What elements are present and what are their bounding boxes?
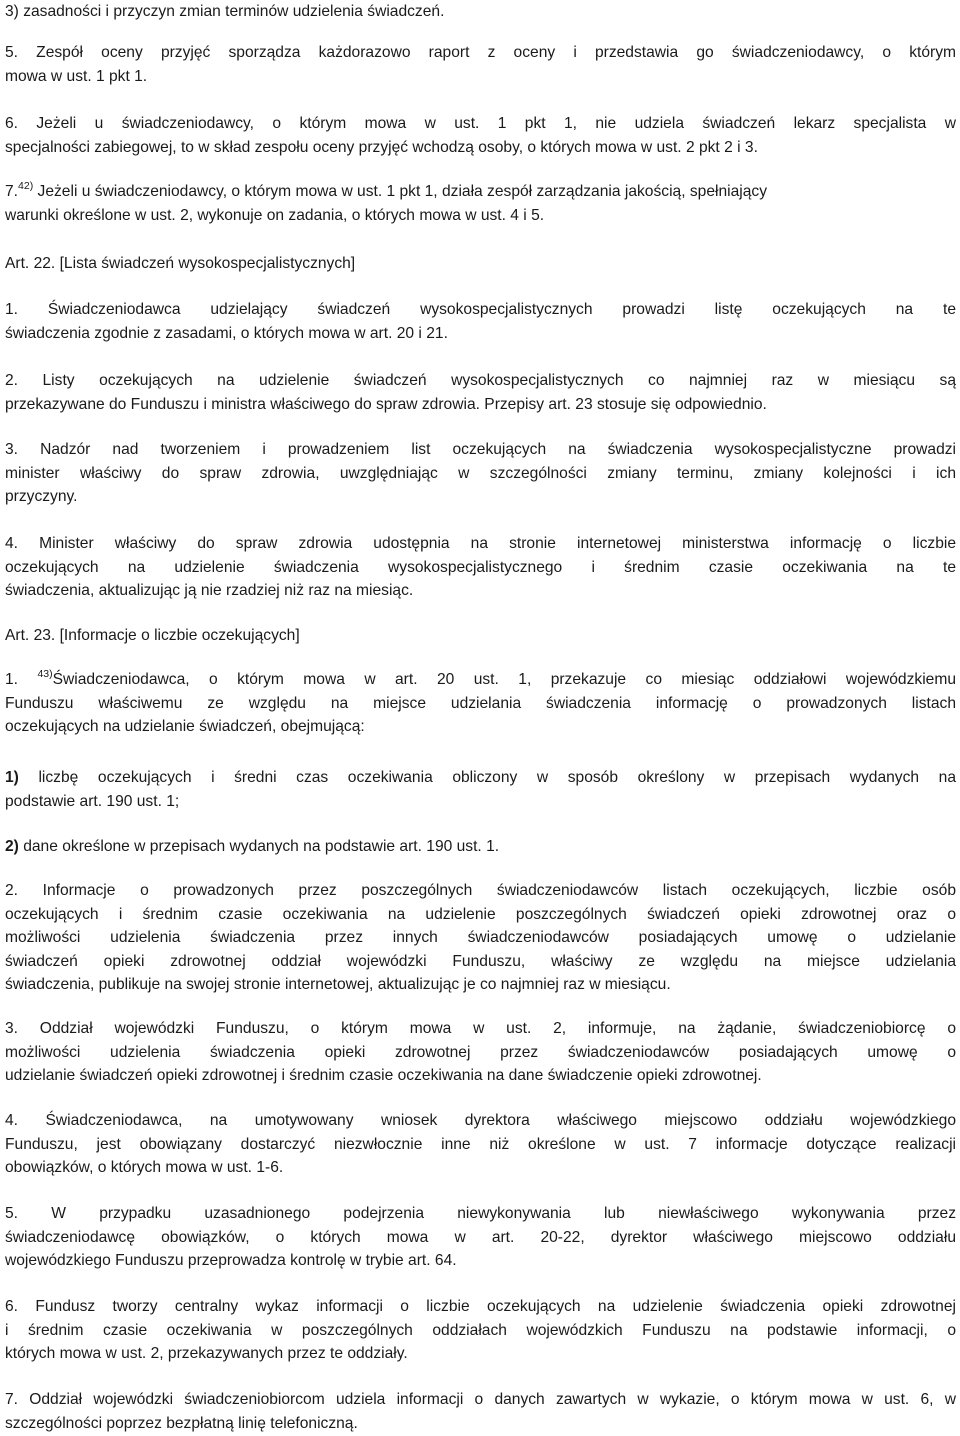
paragraph-6 bbox=[5, 112, 956, 159]
art23-paragraph-4 bbox=[5, 1109, 956, 1180]
art22-paragraph-4 bbox=[5, 532, 956, 603]
text-line: Funduszu właściwemu ze względu na miejsce udzielania świadczenia informację o prowadzonych listach bbox=[5, 694, 956, 712]
text-line: 3. Nadzór nad tworzeniem i prowadzeniem list oczekujących na świadczenia wysokospecjalistyczne prowadzi bbox=[5, 441, 956, 458]
text-line: możliwości udzielenia świadczenia przez innych świadczeniodawców posiadających umowę o udzielanie bbox=[5, 929, 956, 946]
text-line: 7. Oddział wojewódzki świadczeniobiorcom udziela informacji o danych zawartych w wykazie, o którym mowa w ust. 6, w bbox=[5, 1391, 956, 1408]
text-line: specjalności zabiegowej, to w skład zespołu oceny przyjęć wchodzą osoby, o których mowa w ust. 2 pkt 2 i 3. bbox=[5, 138, 758, 156]
text-line: 6. Fundusz tworzy centralny wykaz informacji o liczbie oczekujących na udzielenie świadczenia opieki zdrowotnej bbox=[5, 1298, 956, 1315]
text-line: 4. Minister właściwy do spraw zdrowia udostępnia na stronie internetowej ministerstwa informację o liczbie bbox=[5, 535, 956, 552]
text-line: których mowa w ust. 2, przekazywanych przez te oddziały. bbox=[5, 1345, 408, 1362]
art23-point-1 bbox=[5, 766, 956, 813]
text-segment: Jeżeli u świadczeniodawcy, o którym mowa w ust. 1 pkt 1, działa zespół zarządzania jakością, spełniający bbox=[33, 183, 768, 200]
art22-paragraph-2 bbox=[5, 369, 956, 416]
text-line: świadczenia zgodnie z zasadami, o których mowa w art. 20 i 21. bbox=[5, 324, 448, 342]
point-number: 1) bbox=[5, 769, 19, 786]
art22-paragraph-1 bbox=[5, 298, 956, 345]
text-line: 4. Świadczeniodawca, na umotywowany wniosek dyrektora właściwego miejscowo oddziału wojewódzkiego bbox=[5, 1112, 956, 1129]
text-line: świadczeniodawcę obowiązków, o których mowa w art. 20-22, dyrektor właściwego miejscowo oddziału bbox=[5, 1228, 956, 1246]
art23-paragraph-6 bbox=[5, 1295, 956, 1366]
footnote-ref: 43) bbox=[37, 667, 53, 680]
item-number: 1. bbox=[5, 671, 38, 688]
text-line: 5. Zespół oceny przyjęć sporządza każdorazowo raport z oceny i przedstawia go świadczeniodawcy, o którym bbox=[5, 44, 956, 61]
paragraph-7 bbox=[5, 180, 767, 227]
text-line: 2. Informacje o prowadzonych przez poszczególnych świadczeniodawców listach oczekujących, liczbie osób bbox=[5, 882, 956, 899]
paragraph-5 bbox=[5, 41, 956, 88]
text-line: 3. Oddział wojewódzki Funduszu, o którym mowa w ust. 2, informuje, na żądanie, świadczeniobiorcę o bbox=[5, 1020, 956, 1037]
art23-paragraph-3 bbox=[5, 1017, 956, 1088]
text-line bbox=[5, 668, 956, 692]
article-22-heading bbox=[5, 252, 355, 276]
text-segment: liczbę oczekujących i średni czas oczekiwania obliczony w sposób określony w przepisach wydanych na bbox=[18, 769, 956, 786]
text-line: i średnim czasie oczekiwania w poszczególnych oddziałach wojewódzkich Funduszu na podstawie informacji, o bbox=[5, 1321, 956, 1339]
text-line: świadczeń opieki zdrowotnej oddział wojewódzki Funduszu, właściwy ze względu na miejsce udzielania bbox=[5, 952, 956, 970]
article-23-heading bbox=[5, 624, 300, 648]
text-line: podstawie art. 190 ust. 1; bbox=[5, 792, 180, 810]
text-line: świadczenia, publikuje na swojej stronie internetowej, aktualizując je co najmniej raz w miesiącu. bbox=[5, 976, 671, 993]
text-line: przyczyny. bbox=[5, 488, 78, 505]
text-line: szczególności poprzez bezpłatną linię telefoniczną. bbox=[5, 1414, 358, 1432]
text-line: minister właściwy do spraw zdrowia, uwzględniając w szczególności zmiany terminu, zmiany kolejności i ich bbox=[5, 464, 956, 482]
text-line bbox=[5, 835, 499, 859]
text-line: oczekujących na udzielanie świadczeń, obejmującą: bbox=[5, 718, 365, 735]
text-line: przekazywane do Funduszu i ministra właściwego do spraw zdrowia. Przepisy art. 23 stosuje się odpowiednio. bbox=[5, 395, 767, 413]
art23-paragraph-1 bbox=[5, 668, 956, 739]
text-line: warunki określone w ust. 2, wykonuje on zadania, o których mowa w ust. 4 i 5. bbox=[5, 206, 545, 224]
text-line: Funduszu, jest obowiązany dostarczyć niezwłocznie inne niż określone w ust. 7 informacje dotyczące realizacji bbox=[5, 1135, 956, 1153]
art23-paragraph-7 bbox=[5, 1388, 956, 1435]
text-line bbox=[5, 766, 956, 790]
text-line: świadczenia, aktualizując ją nie rzadziej niż raz na miesiąc. bbox=[5, 582, 414, 599]
text-line: Art. 23. [Informacje o liczbie oczekujących] bbox=[5, 627, 300, 644]
text-line: udzielanie świadczeń opieki zdrowotnej i średnim czasie oczekiwania na dane świadczenie opieki zdrowotnej. bbox=[5, 1067, 762, 1084]
text-line: Art. 22. [Lista świadczeń wysokospecjalistycznych] bbox=[5, 255, 356, 272]
art23-paragraph-5 bbox=[5, 1202, 956, 1273]
text-segment: dane określone w przepisach wydanych na podstawie art. 190 ust. 1. bbox=[18, 838, 500, 855]
text-line: 5. W przypadku uzasadnionego podejrzenia niewykonywania lub niewłaściwego wykonywania przez bbox=[5, 1205, 956, 1222]
footnote-ref: 42) bbox=[18, 179, 34, 192]
item-number: 7. bbox=[5, 183, 19, 200]
art23-paragraph-2 bbox=[5, 879, 956, 997]
art22-paragraph-3 bbox=[5, 438, 956, 509]
text-line: 1. Świadczeniodawca udzielający świadczeń wysokospecjalistycznych prowadzi listę oczekujących na te bbox=[5, 301, 956, 318]
text-line: 6. Jeżeli u świadczeniodawcy, o którym mowa w ust. 1 pkt 1, nie udziela świadczeń lekarz specjalista w bbox=[5, 115, 956, 132]
paragraph-3 bbox=[5, 0, 444, 24]
text-line: możliwości udzielenia świadczenia opieki zdrowotnej przez świadczeniodawców posiadających umowę o bbox=[5, 1043, 956, 1061]
text-line bbox=[5, 180, 767, 204]
text-segment: Świadczeniodawca, o którym mowa w art. 20 ust. 1, przekazuje co miesiąc oddziałowi wojewódzkiemu bbox=[52, 671, 956, 688]
text-line: wojewódzkiego Funduszu przeprowadza kontrolę w trybie art. 64. bbox=[5, 1252, 457, 1269]
text-line: oczekujących i średnim czasie oczekiwania na udzielenie poszczególnych świadczeń opieki zdrowotnej oraz o bbox=[5, 905, 956, 923]
text-line: obowiązków, o których mowa w ust. 1-6. bbox=[5, 1159, 284, 1176]
text-line: 2. Listy oczekujących na udzielenie świadczeń wysokospecjalistycznych co najmniej raz w miesiącu są bbox=[5, 372, 956, 389]
art23-point-2 bbox=[5, 835, 499, 859]
text-line: 3) zasadności i przyczyn zmian terminów udzielenia świadczeń. bbox=[5, 3, 445, 20]
text-line: oczekujących na udzielenie świadczenia wysokospecjalistycznego i średnim czasie oczekiwania na te bbox=[5, 558, 956, 576]
text-line: mowa w ust. 1 pkt 1. bbox=[5, 67, 148, 85]
point-number: 2) bbox=[5, 838, 19, 855]
